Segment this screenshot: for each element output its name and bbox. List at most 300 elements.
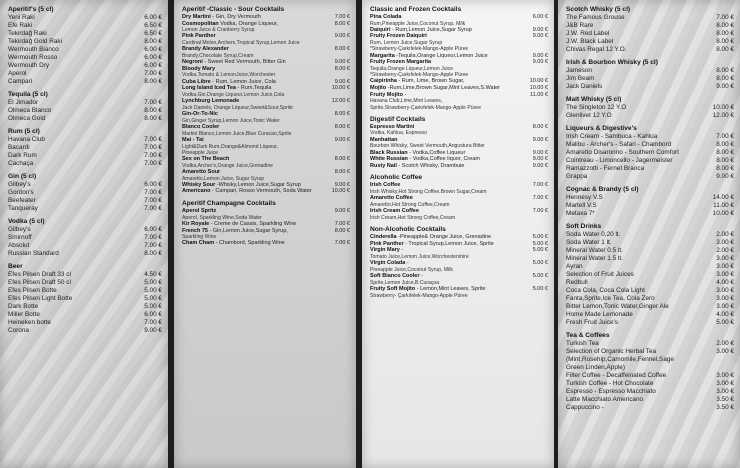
item-name-block: [182, 21, 320, 34]
item-description: Rum,Pineapple Juice,Coconut Syrup, Milk: [370, 20, 466, 27]
item-name-block: [182, 85, 320, 98]
item-name: Gin-Or-To-Nic: [182, 111, 218, 118]
item-name: Espresso Martini: [370, 123, 415, 130]
menu-item: [8, 303, 162, 311]
menu-item: [566, 194, 734, 202]
section-heading: Liqueurs & Digestive's: [566, 125, 637, 132]
item-name: Kir Royale: [182, 220, 210, 227]
section-heading: Irish & Bourbon Whisky (5 cl): [566, 59, 658, 66]
item-name: Fruity Soft Mojito: [370, 285, 416, 292]
item-name-block: [8, 319, 132, 327]
item-description: Sprite,Lemon Juice,B.Curaçoa: [370, 279, 440, 286]
item-name-block: [8, 144, 132, 152]
menu-item: [8, 136, 162, 144]
item-name-block: [566, 83, 704, 91]
item-name: Irish Coffee: [370, 182, 401, 189]
menu-item: [8, 319, 162, 327]
item-name: Selection of Fruit Juices: [566, 271, 634, 278]
menu-item: [182, 221, 350, 228]
item-name-block: [8, 271, 132, 279]
menu-item: [8, 271, 162, 279]
item-name-block: [8, 70, 132, 78]
item-name-block: [566, 295, 704, 303]
item-name-block: [8, 30, 132, 38]
item-name: Espresso - Espresso Macchiato: [566, 388, 656, 395]
item-name: Brandy Alexander: [182, 46, 229, 53]
item-price: 6.00 €: [144, 226, 162, 233]
item-name: Hennesy V.S: [566, 194, 603, 201]
item-name-block: [370, 137, 518, 150]
item-name-block: [8, 22, 132, 30]
menu-item: [566, 231, 734, 239]
item-name: Filter Coffee - Decaffeinated Coffee: [566, 372, 667, 379]
item-name: Corona: [8, 327, 29, 334]
item-name-block: [566, 194, 704, 202]
item-name-block: [8, 78, 132, 86]
menu-item: [566, 348, 734, 356]
menu-column: [8, 4, 162, 335]
item-price: 3.00 €: [716, 263, 734, 270]
item-price: 12.00 €: [331, 98, 350, 105]
item-name: Amaretto Sour: [182, 168, 221, 175]
menu-item: [566, 104, 734, 112]
item-name-block: [182, 240, 320, 247]
menu-item: [370, 137, 548, 150]
item-price: 8.00 €: [144, 107, 162, 114]
menu-item: [566, 202, 734, 210]
menu-item: [8, 152, 162, 160]
item-price: 6.00 €: [144, 62, 162, 69]
item-price: 8.00 €: [532, 123, 548, 130]
item-name-block: [566, 75, 704, 83]
menu-item: [566, 38, 734, 46]
item-name: Russian Standard: [8, 250, 59, 257]
item-description: Pineapple Juice: [182, 149, 218, 156]
item-price: 7.00 €: [144, 136, 162, 143]
item-name: Latte Macchiato Americano: [566, 396, 644, 403]
item-description: Irish Cream,Hot Strong Coffee,Cream: [370, 214, 456, 221]
item-name: Soft Bianco Cooler: [370, 273, 420, 280]
item-name-block: [8, 62, 132, 70]
section-heading: Cognac & Brandy (5 cl): [566, 186, 639, 193]
item-price: 8.00 €: [334, 156, 350, 163]
item-name-block: [566, 247, 704, 255]
menu-item: [566, 30, 734, 38]
item-description: - Gin,Lemon Juice,Sugar Syrup,: [209, 227, 288, 234]
item-price: 9.00 €: [532, 136, 548, 143]
item-name-block: [566, 67, 704, 75]
item-name: Heineken botte: [8, 319, 51, 326]
item-description: - Rum, Lime, Brown Sugar,: [398, 78, 465, 85]
item-name: Jack Daniels: [566, 83, 603, 90]
item-name: Efes Pilsen Draft 33 cl: [8, 271, 71, 278]
item-name-block: [370, 59, 518, 78]
menu-item: [370, 182, 548, 195]
item-description: Havana Club,Lime,Mint Leaves,: [370, 98, 443, 105]
item-name: Fruity Mojito: [370, 91, 403, 98]
item-price: 7.00 €: [144, 242, 162, 249]
item-name: Fresh Fruit Juice's: [566, 319, 619, 326]
item-price: 9.00 €: [334, 181, 350, 188]
item-name-block: [182, 156, 320, 169]
item-name: Rusty Nail: [370, 162, 397, 169]
menu-item: [8, 115, 162, 123]
item-name: Yeni Raki: [8, 14, 35, 21]
item-name: Long Island Iced Tea: [182, 85, 236, 92]
menu-item: [566, 67, 734, 75]
item-description: -: [406, 260, 409, 267]
section-heading: Alcoholic Coffee: [370, 174, 423, 182]
menu-item: [370, 163, 548, 170]
item-price: 3.00 €: [716, 348, 734, 355]
item-name: (Mint,Rosehip,Camomile,Fennel,Sage: [566, 356, 674, 363]
menu-item: [8, 78, 162, 86]
item-price: 8.00 €: [334, 227, 350, 234]
item-name-block: [8, 303, 132, 311]
item-price: 7.00 €: [144, 205, 162, 212]
item-name: J&B Rare: [566, 22, 594, 29]
item-name-block: [566, 271, 704, 279]
item-name-block: [566, 348, 704, 356]
item-description: Sparkling Wine: [182, 234, 217, 241]
item-name: Metaxa 7*: [566, 210, 595, 217]
item-price: 11.00 €: [713, 202, 734, 209]
item-price: 8.00 €: [334, 65, 350, 72]
menu-item: [566, 295, 734, 303]
item-name-block: [370, 33, 518, 52]
item-name-block: [566, 141, 704, 149]
item-name: Beefeater: [8, 197, 36, 204]
item-price: 5.00 €: [716, 319, 734, 326]
item-name-block: [566, 404, 704, 412]
menu-item: [370, 286, 548, 299]
item-name-block: [8, 311, 132, 319]
item-description: Brandy,Chocolate Syrup,Cream: [182, 52, 254, 59]
item-name: The Singleton 12 Y.O: [566, 104, 627, 111]
item-name-block: [370, 92, 518, 111]
item-price: 10.00 €: [529, 85, 548, 92]
item-name-block: [566, 396, 704, 404]
menu-item: [566, 239, 734, 247]
item-name-block: [566, 14, 704, 22]
item-price: 5.00 €: [532, 260, 548, 267]
item-name-block: [370, 234, 518, 241]
item-price: 4.00 €: [716, 279, 734, 286]
section-heading: Soft Drinks: [566, 223, 602, 230]
item-name-block: [182, 33, 320, 46]
item-name-block: [566, 165, 704, 173]
item-name-block: [370, 14, 518, 27]
item-name-block: [182, 98, 320, 111]
menu-item: [370, 53, 548, 60]
menu-item: [370, 273, 548, 286]
item-name-block: [8, 160, 132, 168]
item-name-block: [566, 303, 704, 311]
item-description: *Strawberry-Çarkıfelek-Mango-Apple Püree: [370, 72, 469, 79]
menu-item: [182, 182, 350, 189]
item-description: - Sweet Red Vermouth, Bitter Gin: [204, 59, 286, 66]
item-name-block: [370, 273, 518, 286]
menu-item: [370, 33, 548, 52]
item-name-block: [566, 210, 704, 218]
item-name: Negroni: [182, 59, 203, 66]
item-description: Aperol, Sparkling Wine,Soda Water: [182, 214, 262, 221]
item-name: Efes Pilsen Botte: [8, 287, 57, 294]
item-name-block: [8, 242, 132, 250]
menu-item: [370, 124, 548, 137]
item-price: 7.00 €: [144, 70, 162, 77]
item-name: Efe Raki: [8, 22, 33, 29]
item-name: Whisky Sour: [182, 181, 216, 188]
item-name: Cham Cham: [182, 240, 215, 247]
item-price: 3.50 €: [716, 396, 734, 403]
item-price: 2.00 €: [716, 231, 734, 238]
item-description: Jack Daniels, Orange Liqueur,Sweet&Sour,Sprite: [182, 104, 293, 111]
section-heading: Aperitif Champagne Cocktails: [182, 200, 276, 208]
item-price: 8.00 €: [716, 46, 734, 53]
item-price: 10.00 €: [331, 188, 350, 195]
item-name-block: [182, 66, 320, 79]
item-name-block: [8, 197, 132, 205]
section-heading: Aperitif -Classic - Sour Cocktails: [182, 6, 285, 13]
menu-item: [370, 234, 548, 241]
item-price: 8.00 €: [716, 141, 734, 148]
item-name-block: [8, 136, 132, 144]
item-name-block: [8, 295, 132, 303]
item-name: Irish Cream Coffee: [370, 208, 419, 215]
item-name-block: [8, 181, 132, 189]
item-name: Gilbey's: [8, 226, 31, 233]
menu-item: [566, 255, 734, 263]
item-price: 7.00 €: [532, 182, 548, 189]
item-name: Daiquiri: [370, 26, 391, 33]
item-price: 8.00 €: [334, 111, 350, 118]
item-name: J.W. Red Label: [566, 30, 610, 37]
item-name-block: [566, 364, 704, 372]
item-name-block: [566, 388, 704, 396]
item-price: 5.00 €: [144, 303, 162, 310]
item-name: Amaretto Disaronno - Southern Comfort: [566, 149, 679, 156]
item-price: 3.00 €: [716, 287, 734, 294]
menu-page-whisky-soft: [558, 0, 740, 468]
menu-item: [566, 380, 734, 388]
item-name: Home Made Lemonade: [566, 311, 633, 318]
item-price: 7.00 €: [144, 160, 162, 167]
item-description: Vodka, Orange Liqueur,: [220, 20, 278, 27]
item-price: 5.00 €: [532, 234, 548, 241]
item-name: Selection of Organic Herbal Tea: [566, 348, 657, 355]
item-price: 2.00 €: [716, 340, 734, 347]
menu-item: [182, 66, 350, 79]
item-price: 7.00 €: [532, 208, 548, 215]
menu-item: [182, 98, 350, 111]
menu-item: [566, 263, 734, 271]
item-description: Sprite,Strawberry-Çarkıfelek-Mango-Apple Püree: [370, 104, 481, 111]
menu-page-spirits: [0, 0, 168, 468]
item-name-block: [8, 250, 132, 258]
menu-item: [566, 247, 734, 255]
item-description: Vodka,Tomato & LemonJuice,Worchester: [182, 72, 276, 79]
item-name-block: [370, 286, 518, 299]
item-price: 5.00 €: [532, 273, 548, 280]
section-heading: Aperitif's (5 cl): [8, 6, 54, 13]
menu-item: [566, 319, 734, 327]
item-name: Tekirdağ Raki: [8, 30, 47, 37]
item-name-block: [8, 234, 132, 242]
section-heading: Classic and Frozen Cocktails: [370, 6, 462, 13]
menu-item: [182, 228, 350, 241]
menu-item: [566, 287, 734, 295]
item-name: Black Russian: [370, 149, 408, 156]
menu-column: [182, 4, 350, 247]
item-name: Redbull: [566, 279, 588, 286]
menu-item: [8, 144, 162, 152]
item-name: Gordon's: [8, 189, 34, 196]
item-price: 6.50 €: [144, 30, 162, 37]
item-price: 12.00 €: [712, 112, 734, 119]
item-price: 10.00 €: [529, 78, 548, 85]
menu-item: [566, 311, 734, 319]
item-name-block: [8, 99, 132, 107]
item-price: 9.00 €: [532, 149, 548, 156]
menu-item: [566, 157, 734, 165]
item-name: Cappuccino -: [566, 404, 604, 411]
item-description: Amaretto,Hot Strong Coffee,Cream: [370, 201, 450, 208]
item-name: Fruity Frozen Margarita: [370, 59, 432, 66]
menu-item: [182, 240, 350, 247]
item-price: 8.00 €: [716, 67, 734, 74]
item-name-block: [566, 263, 704, 271]
menu-item: [182, 21, 350, 34]
item-name: Martell V.S: [566, 202, 597, 209]
item-name: Jameson: [566, 67, 592, 74]
item-name: Cachaça: [8, 160, 34, 167]
section-heading: Malt Whisky (5 cl): [566, 96, 622, 103]
item-name-block: [8, 54, 132, 62]
menu-item: [566, 210, 734, 218]
item-price: 10.00 €: [712, 104, 734, 111]
item-name: Pina Colada: [370, 14, 402, 20]
section-heading: Tequila (5 cl): [8, 91, 48, 98]
item-price: 3.00 €: [716, 271, 734, 278]
item-name-block: [566, 319, 704, 327]
item-name-block: [566, 340, 704, 348]
menu-item: [566, 271, 734, 279]
item-name-block: [182, 169, 320, 182]
item-name: Dark Botte: [8, 303, 39, 310]
item-description: Tequila,Orange Liqueur,Lemon Juice: [370, 65, 453, 72]
menu-page-frozen-digestif: [362, 0, 554, 468]
menu-item: [8, 287, 162, 295]
item-price: 5.00 €: [532, 285, 548, 292]
item-price: 7.00 €: [144, 197, 162, 204]
menu-item: [370, 59, 548, 78]
menu-item: [566, 14, 734, 22]
menu-item: [566, 22, 734, 30]
menu-item: [8, 14, 162, 22]
item-price: 14.00 €: [712, 194, 734, 201]
item-description: - Lemon,Mint Leaves, Sprite: [416, 285, 486, 292]
item-description: - Tropical Syrup,Lemon Juice, Sprite: [405, 240, 494, 247]
item-name: Ramazzotti - Fernet Branca: [566, 165, 645, 172]
item-price: 7.00 €: [144, 234, 162, 241]
item-price: 3.00 €: [716, 295, 734, 302]
menu-item: [182, 156, 350, 169]
item-name: Green Linden,Apple): [566, 364, 625, 371]
menu-item: [566, 404, 734, 412]
item-name-block: [182, 188, 320, 195]
item-price: 8.00 €: [144, 250, 162, 257]
item-price: 3.00 €: [716, 388, 734, 395]
menu-item: [370, 156, 548, 163]
item-name-block: [370, 247, 518, 260]
item-name: Olmeca Blanco: [8, 107, 52, 114]
item-name: Efes Pilsen Draft 50 cl: [8, 279, 71, 286]
item-description: -: [401, 247, 404, 254]
menu-item: [8, 295, 162, 303]
item-price: 8.00 €: [716, 165, 734, 172]
item-name: Chivas Regal 12 Y.O.: [566, 46, 627, 53]
item-name: Soda Water 0,20 lt.: [566, 231, 621, 238]
menu-item: [8, 189, 162, 197]
item-price: 9.00 €: [532, 52, 548, 59]
item-description: - Gin, Dry Vermouth: [212, 14, 261, 20]
item-name-block: [182, 182, 320, 189]
item-price: 6.00 €: [532, 14, 548, 20]
section-heading: Tea & Coffees: [566, 332, 610, 339]
item-description: -: [421, 273, 423, 280]
item-price: 2.00 €: [716, 247, 734, 254]
item-name-block: [8, 14, 132, 22]
item-name-block: [370, 241, 518, 248]
item-description: -: [404, 91, 407, 98]
item-name-block: [566, 30, 704, 38]
item-name: Absolut: [8, 242, 30, 249]
item-description: -Rum,Lime,Brown Sugar,Mint Leaves,S.Water: [387, 85, 501, 92]
item-name-block: [370, 156, 518, 163]
item-name: Wermouth Bianco: [8, 46, 59, 53]
menu-item: [566, 388, 734, 396]
item-price: 9.00 €: [532, 59, 548, 66]
item-price: 7.00 €: [532, 195, 548, 202]
item-name-block: [566, 104, 704, 112]
item-name-block: [182, 14, 320, 21]
item-name-block: [8, 38, 132, 46]
item-name: Margarita: [370, 52, 395, 59]
item-name: Americano: [182, 188, 211, 195]
item-price: 8.00 €: [716, 149, 734, 156]
item-description: - Rum,Tequila: [237, 85, 272, 92]
item-price: 8.00 €: [144, 78, 162, 85]
item-name: Glenlivet 12 Y.O: [566, 112, 612, 119]
item-price: 4.50 €: [144, 271, 162, 278]
item-name: Sex on The Beach: [182, 156, 230, 163]
section-heading: Rum (5 cl): [8, 128, 40, 135]
item-price: 5.00 €: [144, 295, 162, 302]
item-description: - Creme de Cassis, Sparkling Wine: [210, 220, 297, 227]
item-name: Cointreau - Limoncello - Jagermeister: [566, 157, 673, 164]
menu-item: [8, 311, 162, 319]
menu-item: [8, 197, 162, 205]
item-price: 8.00 €: [716, 38, 734, 45]
menu-item: [182, 85, 350, 98]
item-price: 7.00 €: [334, 220, 350, 227]
item-name: Turkish Coffee - Hot Chocolate: [566, 380, 654, 387]
item-name: Manhattan: [370, 136, 398, 143]
menu-item: [370, 27, 548, 34]
item-name-block: [566, 46, 704, 54]
item-name-block: [182, 124, 320, 137]
